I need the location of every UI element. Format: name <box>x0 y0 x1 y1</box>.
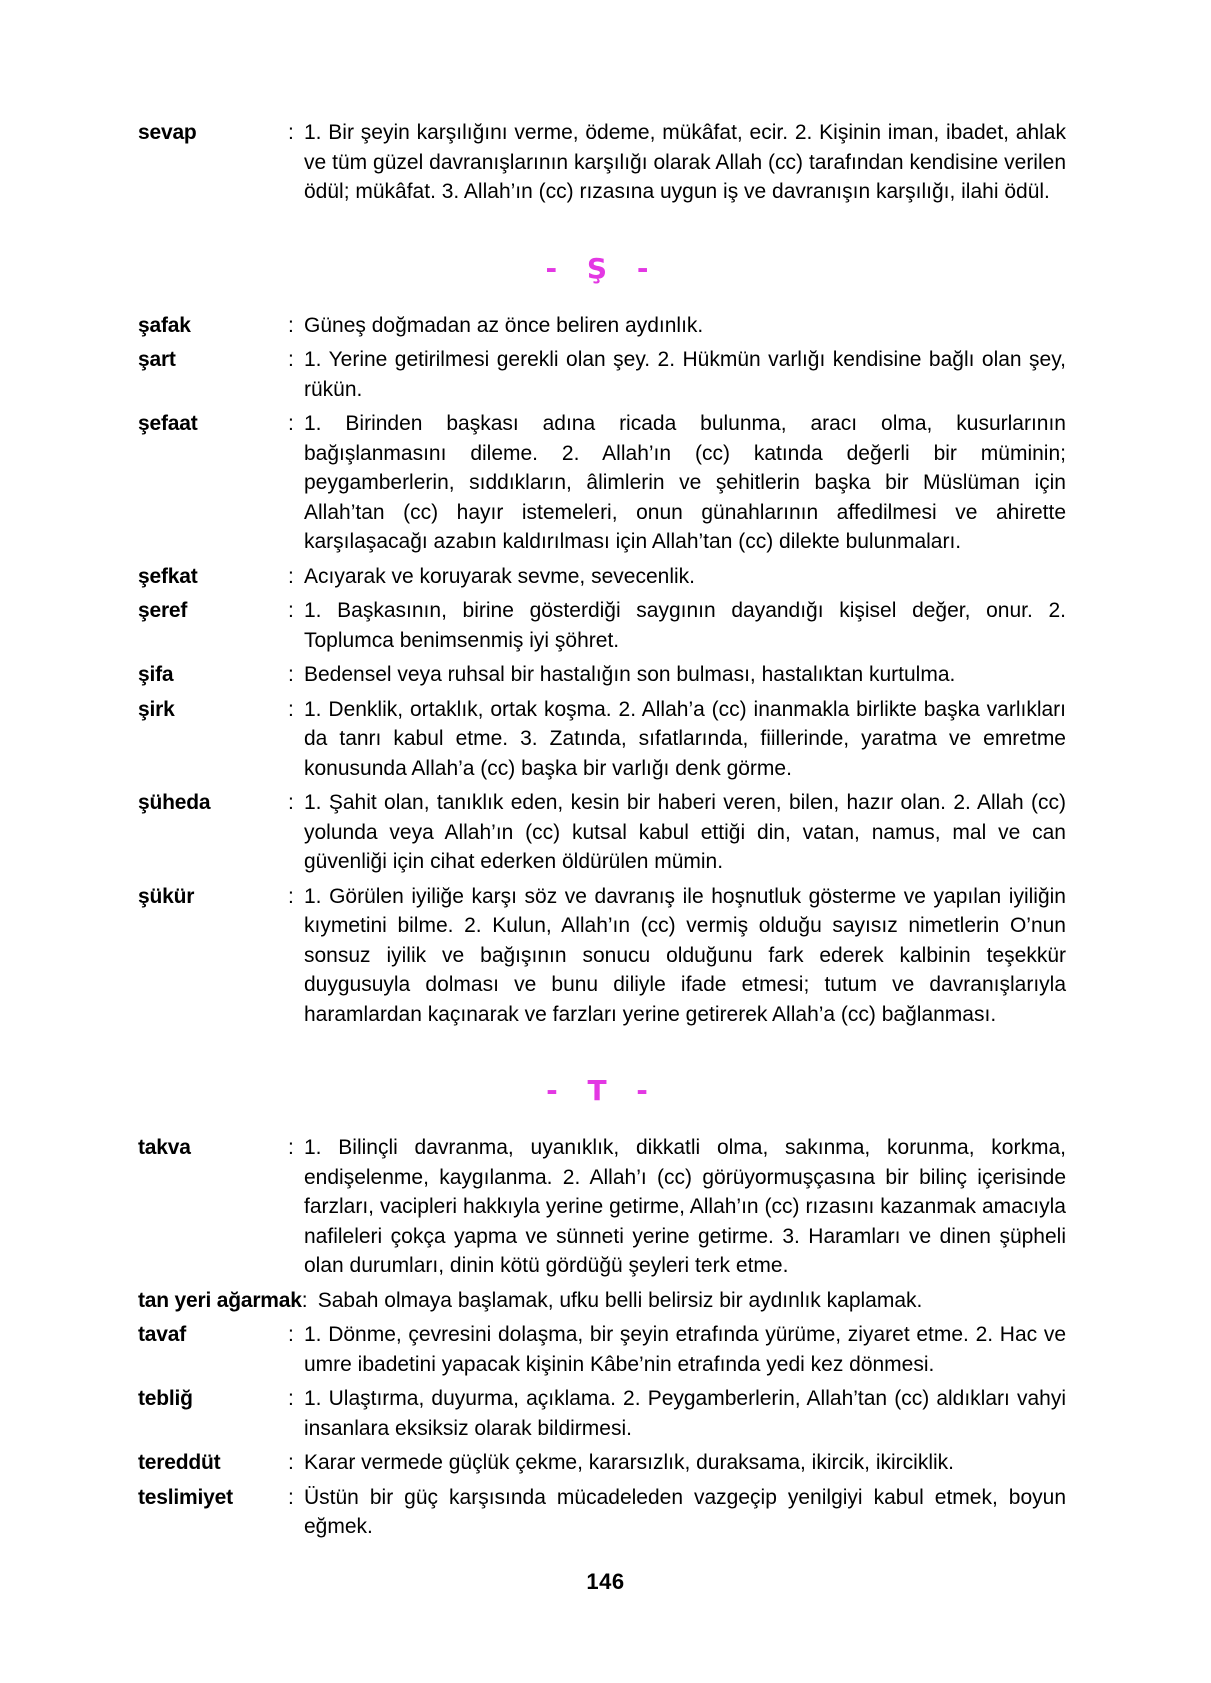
entry-colon: : <box>288 564 294 588</box>
entry-colon: : <box>288 663 294 686</box>
entry-colon: : <box>288 884 294 908</box>
entry-definition: 1. Ulaştırma, duyurma, açıklama. 2. Peygamberlerin, Allah’tan (cc) aldıkları vahyi insanlara eksiksiz olarak bildirmesi. <box>304 1387 1066 1440</box>
entry-definition: 1. Yerine getirilmesi gerekli olan şey. 2. Hükmün varlığı kendisine bağlı olan şey, rükün. <box>304 348 1066 401</box>
glossary-entry <box>138 562 1066 592</box>
entry-definition: 1. Bilinçli davranma, uyanıklık, dikkatli olma, sakınma, korunma, korkma, endişelenme, kaygılanma. 2. Allah’ı (cc) görüyormuşçasına bir bilinç içerisinde farzları, vacipleri hakkıyla yerine getirme, Allah’ın (cc) rızasını kazanmak amacıyla nafileleri çokça yapma ve sünneti yerine getirme. 3. Haramları ve dinen şüpheli olan durumları, dinin kötü gördüğü şeyleri terk etme. <box>304 1136 1066 1277</box>
entry-term: şeref <box>138 599 188 622</box>
glossary-entry <box>138 596 1066 655</box>
glossary-entry <box>138 118 1066 207</box>
entry-term: şüheda <box>138 791 211 814</box>
entry-colon: : <box>288 1485 294 1509</box>
entry-colon: : <box>301 1288 308 1312</box>
entry-definition: 1. Başkasının, birine gösterdiği saygının dayandığı kişisel değer, onur. 2. Toplumca benimsenmiş iyi şöhret. <box>304 599 1066 652</box>
glossary-entry <box>138 660 1066 690</box>
entry-definition: Üstün bir güç karşısında mücadeleden vazgeçip yenilgiyi kabul etmek, boyun eğmek. <box>304 1485 1066 1538</box>
section-letter-header: - Ş - <box>545 251 659 285</box>
glossary-entry <box>138 1320 1066 1379</box>
entry-definition: 1. Birinden başkası adına ricada bulunma, aracı olma, kusurlarının bağışlanmasını dileme. 2. Allah’ın (cc) katında değerli bir müminin; peygamberlerin, sıddıkların, âlimlerin ve şehitlerin başka bir Müslüman için Allah’tan (cc) hayır istemeleri, onun günahlarının affedilmesi ve ahirette karşılaşacağı azabın kaldırılması için Allah’tan (cc) dilekte bulunmaları. <box>304 412 1066 553</box>
entry-definition: Güneş doğmadan az önce beliren aydınlık. <box>304 313 704 337</box>
entry-term: şükür <box>138 884 195 908</box>
entry-colon: : <box>288 1323 294 1346</box>
entry-term: şifa <box>138 663 174 686</box>
entry-colon: : <box>288 1451 294 1474</box>
entry-term: sevap <box>138 121 197 144</box>
glossary-entry <box>138 788 1066 877</box>
glossary-entry <box>138 311 1066 341</box>
glossary-entry <box>138 882 1066 1030</box>
entry-term: şart <box>138 348 176 371</box>
entry-definition: Sabah olmaya başlamak, ufku belli belirsiz bir aydınlık kaplamak. <box>317 1288 923 1312</box>
entry-definition: Bedensel veya ruhsal bir hastalığın son bulması, hastalıktan kurtulma. <box>304 663 956 686</box>
entry-definition: 1. Bir şeyin karşılığını verme, ödeme, mükâfat, ecir. 2. Kişinin iman, ibadet, ahlak ve tüm güzel davranışlarının karşılığı olarak Allah (cc) tarafından kendisine verilen ödül; mükâfat. 3. Allah’ın (cc) rızasına uygun iş ve davranışın karşılığı, ilahi ödül. <box>304 121 1066 203</box>
glossary-entry <box>138 695 1066 784</box>
entry-term: tan yeri ağarmak <box>138 1288 302 1312</box>
entry-definition: Acıyarak ve koruyarak sevme, sevecenlik. <box>304 564 695 588</box>
entry-colon: : <box>288 791 294 814</box>
entry-definition: 1. Denklik, ortaklık, ortak koşma. 2. Allah’a (cc) inanmakla birlikte başka varlıkları da tanrı kabul etme. 3. Zatında, sıfatlarında, fiillerinde, yaratma ve emretme konusunda Allah’a (cc) başka bir varlığı denk görme. <box>304 697 1066 780</box>
page-footer <box>0 1569 1211 1595</box>
entry-term: takva <box>138 1136 191 1159</box>
entry-colon: : <box>288 121 294 144</box>
entry-term: teslimiyet <box>138 1485 233 1509</box>
entry-term: şefkat <box>138 564 198 588</box>
entry-term: tereddüt <box>138 1451 221 1474</box>
entry-colon: : <box>288 1387 294 1410</box>
entry-definition: 1. Dönme, çevresini dolaşma, bir şeyin etrafında yürüme, ziyaret etme. 2. Hac ve umre ibadetini yapacak kişinin Kâbe’nin etrafında yedi kez dönmesi. <box>304 1323 1066 1376</box>
section-letter-header: - T - <box>546 1074 658 1107</box>
glossary-entry <box>138 1286 1066 1316</box>
entry-colon: : <box>288 599 294 622</box>
entry-colon: : <box>288 412 294 435</box>
entry-colon: : <box>288 1136 294 1159</box>
page-number: 146 <box>586 1569 625 1594</box>
entry-colon: : <box>288 313 294 337</box>
glossary-entry <box>138 1384 1066 1443</box>
glossary-entry <box>138 409 1066 557</box>
glossary-entry <box>138 1448 1066 1478</box>
glossary-list <box>138 118 1066 1542</box>
entry-term: şafak <box>138 313 191 337</box>
entry-definition: 1. Şahit olan, tanıklık eden, kesin bir haberi veren, bilen, hazır olan. 2. Allah (cc) yolunda veya Allah’ın (cc) kutsal kabul ettiği din, vatan, namus, mal ve can güvenliği için cihat ederken öldürülen mümin. <box>304 791 1066 873</box>
entry-colon: : <box>288 697 294 721</box>
entry-term: şirk <box>138 697 175 721</box>
glossary-entry <box>138 1133 1066 1281</box>
entry-definition: 1. Görülen iyiliğe karşı söz ve davranış ile hoşnutluk gösterme ve yapılan iyiliğin kıymetini bilme. 2. Kulun, Allah’ın (cc) vermiş olduğu sayısız nimetlerin O’nun sonsuz iyilik ve bağışının sonucu olduğunu fark ederek kalbinin teşekkür duygusuyla dolması ve bunu diliyle ifade etmesi; tutum ve davranışlarıyla haramlardan kaçınarak ve farzları yerine getirerek Allah’a (cc) bağlanması. <box>304 884 1066 1026</box>
entry-term: tebliğ <box>138 1387 193 1410</box>
entry-term: şefaat <box>138 412 198 435</box>
entry-term: tavaf <box>138 1323 187 1346</box>
entry-definition: Karar vermede güçlük çekme, kararsızlık, duraksama, ikircik, ikirciklik. <box>304 1451 954 1474</box>
glossary-entry <box>138 345 1066 404</box>
entry-colon: : <box>288 348 294 371</box>
glossary-entry <box>138 1483 1066 1542</box>
